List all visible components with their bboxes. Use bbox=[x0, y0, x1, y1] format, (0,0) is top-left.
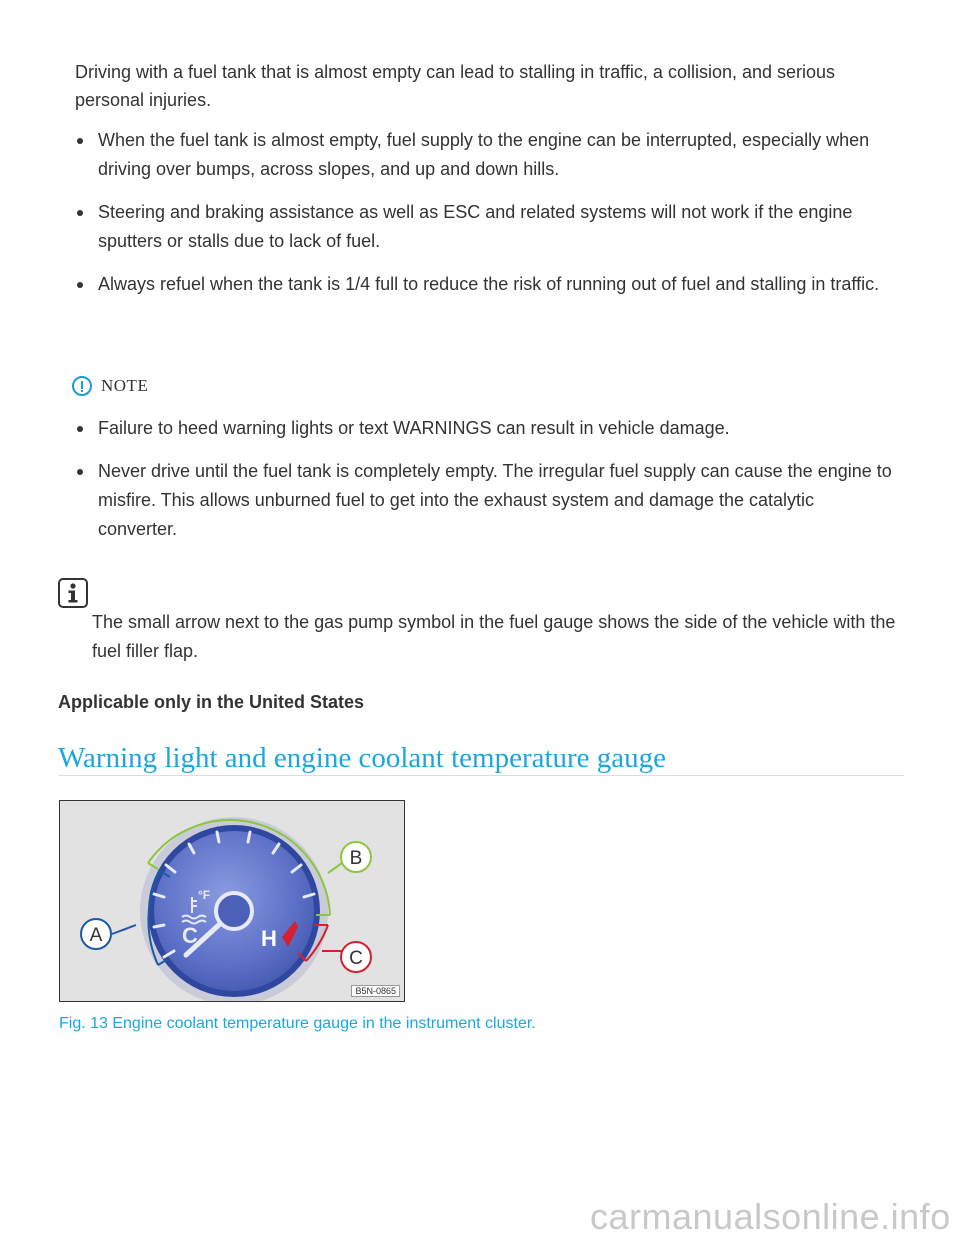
note-bullet-list bbox=[74, 414, 894, 558]
figure-caption: Fig. 13 Engine coolant temperature gauge in the instrument cluster. bbox=[59, 1015, 536, 1032]
callout-b-label: B bbox=[349, 848, 363, 869]
gauge-unit: °F bbox=[198, 888, 211, 902]
warning-bullet-list bbox=[74, 126, 894, 313]
callout-a-leader bbox=[112, 925, 136, 934]
list-item: When the fuel tank is almost empty, fuel supply to the engine can be interrupted, especially when driving over bumps, across slopes, and up and down hills. bbox=[74, 126, 894, 184]
watermark: carmanualsonline.info bbox=[590, 1196, 951, 1237]
note-label: NOTE bbox=[101, 376, 149, 395]
figure-code: B5N-0865 bbox=[351, 985, 400, 997]
gauge-low-label: C bbox=[182, 923, 198, 948]
info-text: The small arrow next to the gas pump symbol in the fuel gauge shows the side of the vehicle with the fuel filler flap. bbox=[92, 612, 896, 661]
gauge-hub bbox=[216, 893, 252, 929]
list-item: Always refuel when the tank is 1/4 full to reduce the risk of running out of fuel and stalling in traffic. bbox=[74, 270, 894, 299]
list-item: Never drive until the fuel tank is completely empty. The irregular fuel supply can cause the engine to misfire. This allows unburned fuel to get into the exhaust system and damage the catalytic converter. bbox=[74, 457, 894, 544]
title-divider bbox=[58, 775, 904, 776]
list-item: Steering and braking assistance as well as ESC and related systems will not work if the engine sputters or stalls due to lack of fuel. bbox=[74, 198, 894, 256]
callout-a-label: A bbox=[89, 925, 103, 946]
coolant-gauge-figure bbox=[59, 800, 405, 1002]
callout-b-leader bbox=[328, 863, 342, 873]
info-icon bbox=[58, 578, 88, 608]
note-header bbox=[72, 374, 148, 398]
exclamation-circle-icon bbox=[72, 376, 92, 396]
applicability-note: Applicable only in the United States bbox=[58, 692, 365, 712]
section-title: Warning light and engine coolant temperature gauge bbox=[58, 742, 667, 774]
warning-intro: Driving with a fuel tank that is almost empty can lead to stalling in traffic, a collision, and serious personal injuries. bbox=[75, 62, 836, 110]
callout-c-label: C bbox=[349, 948, 363, 969]
coolant-gauge-illustration bbox=[60, 801, 404, 1001]
gauge-high-label: H bbox=[261, 926, 277, 951]
list-item: Failure to heed warning lights or text WARNINGS can result in vehicle damage. bbox=[74, 414, 894, 443]
